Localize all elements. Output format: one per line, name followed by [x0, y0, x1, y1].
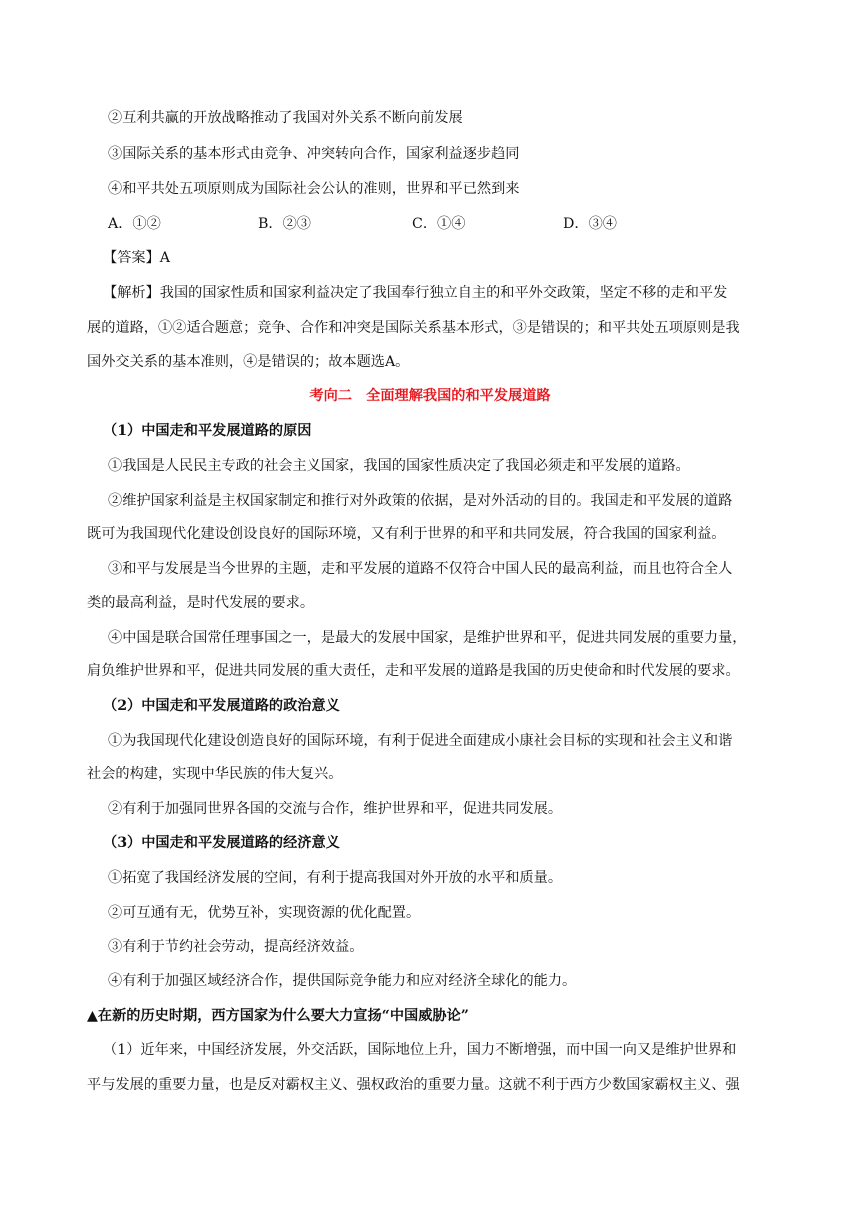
part3-line: ③有利于节约社会劳动，提高经济效益。 [108, 939, 364, 955]
statement-4: ④和平共处五项原则成为国际社会公认的准则，世界和平已然到来 [108, 181, 520, 197]
part1-heading: （1）中国走和平发展道路的原因 [103, 423, 312, 439]
option-b: B．②③ [258, 216, 311, 232]
part3-heading: （3）中国走和平发展道路的经济意义 [103, 835, 340, 851]
section-title: 考向二 全面理解我国的和平发展道路 [309, 388, 551, 404]
part2-heading: （2）中国走和平发展道路的政治意义 [103, 698, 340, 714]
part1-line: 既可为我国现代化建设创设良好的国际环境，又有利于世界的和平和共同发展，符合我国的国家利益。 [87, 526, 726, 542]
answer-line: 【答案】A [103, 250, 170, 266]
part1-line: ③和平与发展是当今世界的主题，走和平发展的道路不仅符合中国人民的最高利益，而且也符合全人 [108, 561, 733, 577]
part3-line: ④有利于加强区域经济合作，提供国际竞争能力和应对经济全球化的能力。 [108, 973, 577, 989]
part1-line: ①我国是人民民主专政的社会主义国家，我国的国家性质决定了我国必须走和平发展的道路。 [108, 458, 690, 474]
statement-3: ③国际关系的基本形式由竞争、冲突转向合作，国家利益逐步趋同 [108, 146, 520, 162]
analysis-line-3: 国外交关系的基本准则，④是错误的；故本题选A。 [87, 354, 410, 370]
statement-2: ②互利共赢的开放战略推动了我国对外关系不断向前发展 [108, 110, 463, 126]
part3-line: ②可互通有无，优势互补，实现资源的优化配置。 [108, 905, 421, 921]
answer-options [108, 214, 708, 234]
part1-line: ④中国是联合国常任理事国之一，是最大的发展中国家，是维护世界和平，促进共同发展的重要力量， [108, 630, 747, 646]
part2-line: ①为我国现代化建设创造良好的国际环境，有利于促进全面建成小康社会目标的实现和社会主义和谐 [108, 733, 733, 749]
part1-line: 肩负维护世界和平，促进共同发展的重大责任，走和平发展的道路是我国的历史使命和时代发展的要求。 [87, 663, 740, 679]
part4-line: （1）近年来，中国经济发展，外交活跃，国际地位上升，国力不断增强，而中国一向又是维护世界和 [103, 1042, 737, 1058]
part4-line: 平与发展的重要力量，也是反对霸权主义、强权政治的重要力量。这就不利于西方少数国家霸权主义、强 [87, 1077, 740, 1093]
part1-line: ②维护国家利益是主权国家制定和推行对外政策的依据，是对外活动的目的。我国走和平发展的道路 [108, 493, 733, 509]
option-d: D．③④ [563, 216, 617, 232]
option-a: A．①② [108, 216, 161, 232]
part2-line: ②有利于加强同世界各国的交流与合作，维护世界和平，促进共同发展。 [108, 801, 563, 817]
part4-heading: ▲在新的历史时期，西方国家为什么要大力宣扬“中国威胁论” [87, 1008, 469, 1024]
option-c: C．①④ [412, 216, 466, 232]
analysis-line-1: 【解析】我国的国家性质和国家利益决定了我国奉行独立自主的和平外交政策，坚定不移的走和平发 [103, 285, 728, 301]
part1-line: 类的最高利益，是时代发展的要求。 [87, 595, 315, 611]
part3-line: ①拓宽了我国经济发展的空间，有利于提高我国对外开放的水平和质量。 [108, 870, 563, 886]
analysis-line-2: 展的道路，①②适合题意；竞争、合作和冲突是国际关系基本形式，③是错误的；和平共处五项原则是我 [87, 320, 740, 336]
part2-line: 社会的构建，实现中华民族的伟大复兴。 [87, 766, 343, 782]
